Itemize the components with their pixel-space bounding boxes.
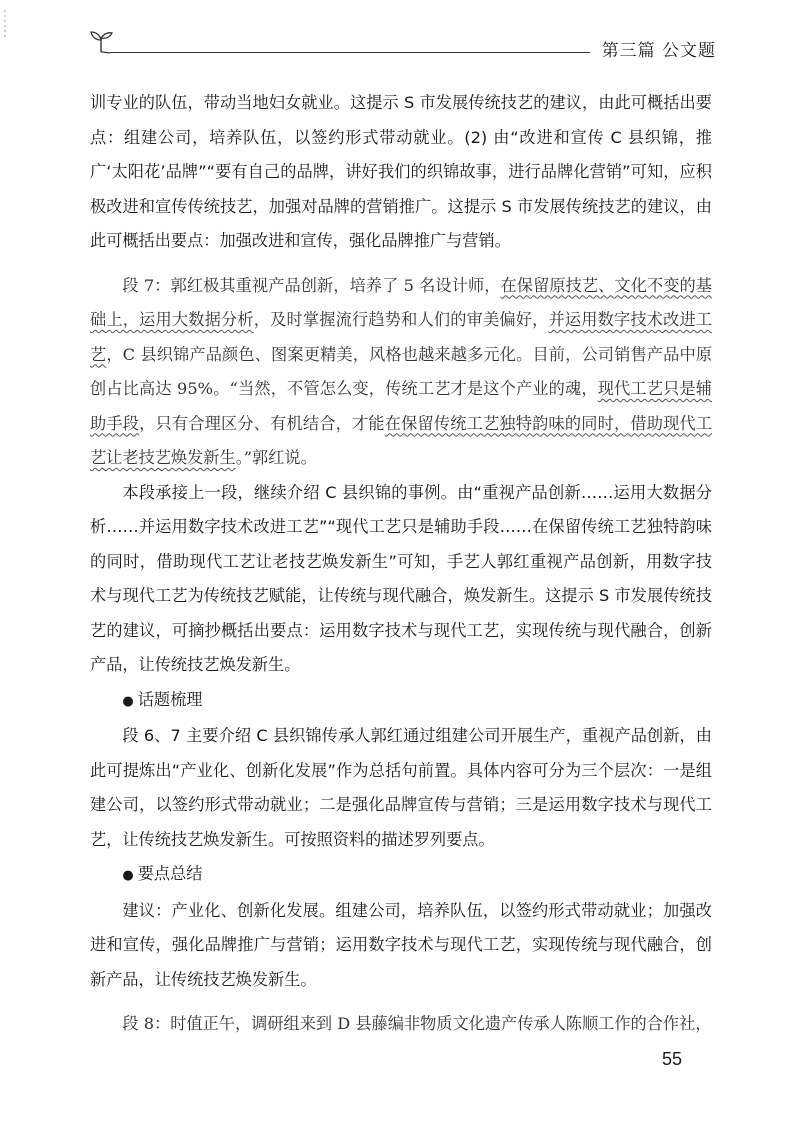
page-header [88,28,716,68]
page-body [90,86,712,1042]
underlined-phrase: 现代工艺只是辅助手段 [90,379,712,433]
summary-heading: ● 要点总结 [90,857,712,894]
paragraph-analysis-1: 训专业的队伍，带动当地妇女就业。这提示 S 市发展传统技艺的建议，由此可概括出要点：组建公司，培养队伍，以签约形式带动就业。(2) 由“改进和宣传 C 县织锦，推广‘太阳花’品牌”“要有自己的品牌，讲好我们的织锦故事，进行品牌化营销”可知，应积极改进和宣传传统技艺，加强对品牌的营销推广。这提示 S 市发展传统技艺的建议，由此可概括出要点：加强改进和宣传，强化品牌推广与营销。 [90,93,712,250]
topic-heading: ● 话题梳理 [90,683,712,720]
underlined-phrase: 在保留原技艺、文化不变的基础上，运用大数据分析 [90,275,712,329]
material-text: 段 7：郭红极其重视产品创新，培养了 5 名设计师， [122,275,501,295]
underlined-phrase: 并运用数字技术改进工艺 [90,310,712,364]
sprout-icon [88,28,114,54]
paragraph-summary: 建议：产业化、创新化发展。组建公司，培养队伍，以签约形式带动就业；加强改进和宣传，强化品牌推广与营销；运用数字技术与现代工艺，实现传统与现代融合，创新产品，让传统技艺焕发新生。 [90,900,712,989]
page-number: 55 [661,1049,682,1069]
underlined-phrase: 在保留传统工艺独特韵味的同时，借助现代工艺让老技艺焕发新生 [90,413,713,467]
paragraph-material-8: 段 8：时值正午，调研组来到 D 县藤编非物质文化遗产传承人陈顺工作的合作社， [122,1014,712,1033]
paragraph-topic: 段 6、7 主要介绍 C 县织锦传承人郭红通过组建公司开展生产，重视产品创新，由此可提炼出“产业化、创新化发展”作为总括句前置。具体内容可分为三个层次：一是组建公司，以签约形式带动就业；二是强化品牌宣传与营销；三是运用数字技术与现代工艺，让传统技艺焕发新生。可按照资料的描述罗列要点。 [90,726,712,849]
material-text: 。”郭红说。 [235,448,317,467]
material-text: ，及时掌握流行趋势和人们的审美偏好， [253,310,549,329]
header-rule [110,52,590,53]
paragraph-material-7 [90,269,712,476]
material-text: ，C 县织锦产品颜色、图案更精美，风格也越来越多元化。目前，公司销售产品中原创占比高达 95%。“当然，不管怎么变，传统工艺才是这个产业的魂， [90,344,713,398]
material-text: ，只有合理区分、有机结合，才能 [139,413,385,433]
paragraph-analysis-2: 本段承接上一段，继续介绍 C 县织锦的事例。由“重视产品创新……运用大数据分析……并运用数字技术改进工艺”“现代工艺只是辅助手段……在保留传统工艺独特韵味的同时，借助现代工艺让老技艺焕发新生”可知，手艺人郭红重视产品创新，用数字技术与现代工艺为传统技艺赋能，让传统与现代融合，焕发新生。这提示 S 市发展传统技艺的建议，可摘抄概括出要点：运用数字技术与现代工艺，实现传统与现代融合，创新产品，让传统技艺焕发新生。 [90,482,712,674]
section-title: 第三篇 公文题 [601,41,716,61]
binding-marks [4,10,6,40]
